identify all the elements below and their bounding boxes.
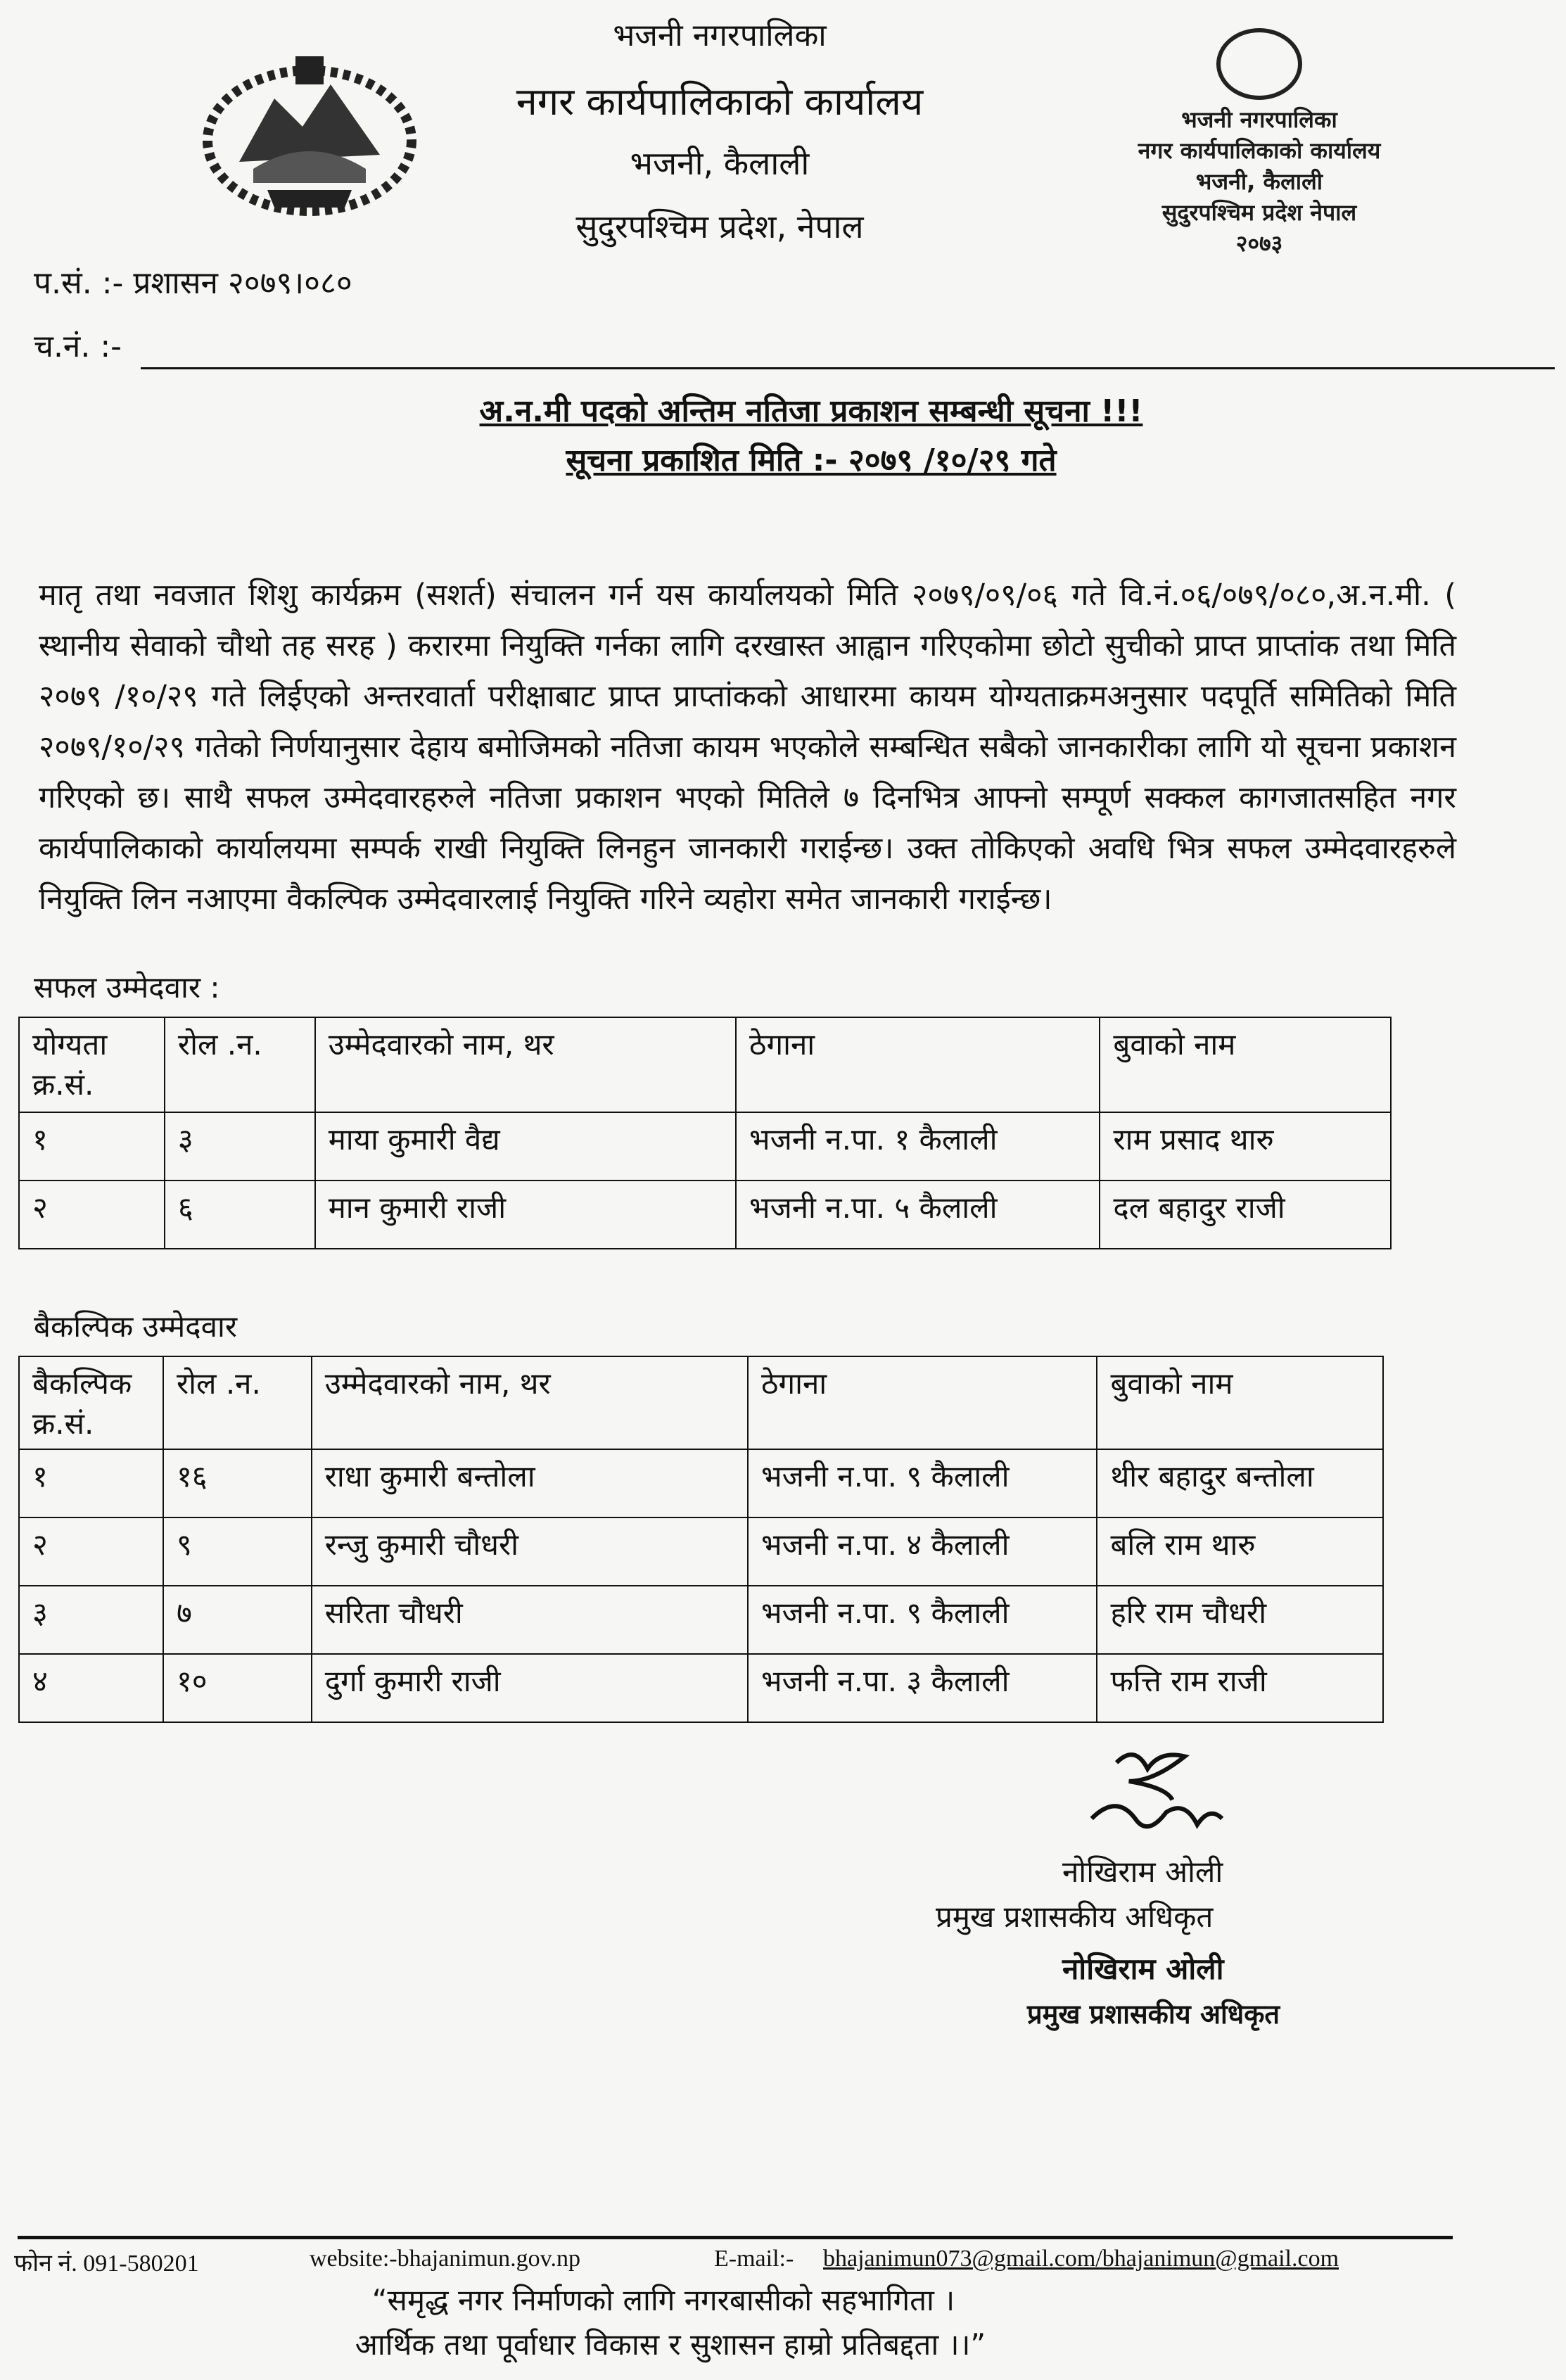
cell: भजनी न.पा. ३ कैलाली (748, 1654, 1097, 1722)
cell: भजनी न.पा. ४ कैलाली (748, 1517, 1097, 1586)
header-cell: बैकल्पिक क्र.सं. (19, 1356, 163, 1449)
footer-website: website:-bhajanimun.gov.np (310, 2246, 580, 2272)
cell: ३ (19, 1586, 163, 1654)
cell: राम प्रसाद थारु (1100, 1112, 1391, 1181)
successful-candidates-label: सफल उम्मेदवार : (34, 970, 220, 1005)
province-name: सुदुरपश्चिम प्रदेश, नेपाल (575, 208, 864, 246)
header-cell: रोल .न. (163, 1356, 312, 1449)
header-cell: उम्मेदवारको नाम, थर (315, 1017, 736, 1112)
header-cell: उम्मेदवारको नाम, थर (312, 1356, 748, 1449)
cell: ९ (163, 1517, 312, 1586)
cell: १ (19, 1449, 163, 1517)
stamp-line: सुदुरपश्चिम प्रदेश नेपाल (1161, 199, 1357, 226)
header-cell: योग्यता क्र.सं. (19, 1017, 165, 1112)
stamp-line: भजनी, कैलाली (1195, 168, 1323, 195)
header-divider (141, 367, 1555, 369)
footer-phone: फोन नं. 091-580201 (14, 2251, 199, 2277)
cell: दल बहादुर राजी (1100, 1181, 1391, 1249)
cell: २ (19, 1181, 165, 1249)
cell: ६ (165, 1181, 315, 1249)
stamp-emblem-icon (1216, 28, 1302, 100)
cell: १० (163, 1654, 312, 1722)
cell: भजनी न.पा. ९ कैलाली (748, 1586, 1097, 1654)
cell: १६ (163, 1449, 312, 1517)
table-header-row (19, 1017, 1391, 1112)
cell: मान कुमारी राजी (315, 1181, 736, 1249)
signatory-name: नोखिराम ओली (1062, 1854, 1223, 1889)
signatory-stamp-designation: प्रमुख प्रशासकीय अधिकृत (1027, 1999, 1280, 2030)
motto-line-1: “समृद्ध नगर निर्माणको लागि नगरबासीको सहभागिता । (371, 2283, 955, 2317)
header-cell: ठेगाना (748, 1356, 1097, 1449)
table-header-row (19, 1356, 1383, 1449)
motto-line-2: आर्थिक तथा पूर्वाधार विकास र सुशासन हाम्रो प्रतिबद्दता ।।” (355, 2327, 986, 2362)
cell: दुर्गा कुमारी राजी (312, 1654, 748, 1722)
handwritten-signature (1069, 1744, 1238, 1850)
table-row (19, 1112, 1391, 1181)
cell: हरि राम चौधरी (1097, 1586, 1383, 1654)
cell: सरिता चौधरी (312, 1586, 748, 1654)
stamp-year: २०७३ (1235, 230, 1283, 257)
cell: रन्जु कुमारी चौधरी (312, 1517, 748, 1586)
office-stamp (1097, 28, 1421, 259)
table-row (19, 1517, 1383, 1586)
notice-content (18, 570, 1456, 2037)
table-row (19, 1654, 1383, 1722)
signatory-stamp-name: नोखिराम ओली (1062, 1952, 1224, 1986)
table-row (19, 1449, 1383, 1517)
notice-title: अ.न.मी पदको अन्तिम नतिजा प्रकाशन सम्बन्धी सूचना !!! (479, 393, 1143, 429)
cell: भजनी न.पा. ५ कैलाली (736, 1181, 1100, 1249)
cell: बलि राम थारु (1097, 1517, 1383, 1586)
signature-block (936, 1744, 1428, 2037)
successful-candidates-table (18, 1017, 1392, 1249)
header-cell: रोल .न. (165, 1017, 315, 1112)
signatory-designation: प्रमुख प्रशासकीय अधिकृत (936, 1899, 1214, 1934)
cell: भजनी न.पा. ९ कैलाली (748, 1449, 1097, 1517)
header-cell: ठेगाना (736, 1017, 1100, 1112)
cell: भजनी न.पा. १ कैलाली (736, 1112, 1100, 1181)
table-row (19, 1181, 1391, 1249)
stamp-line: नगर कार्यपालिकाको कार्यालय (1138, 137, 1381, 164)
municipality-name: भजनी नगरपालिका (613, 18, 827, 53)
letter-number: प.सं. :- प्रशासन २०७९।०८० (34, 265, 352, 301)
cell: माया कुमारी वैद्य (315, 1112, 736, 1181)
alternate-candidates-table (18, 1356, 1384, 1723)
footer-email-label: E-mail:- (714, 2246, 794, 2272)
alternate-candidates-label: बैकल्पिक उम्मेदवार (34, 1309, 237, 1344)
cell: ४ (19, 1654, 163, 1722)
footer-email-link[interactable]: bhajanimun073@gmail.com/bhajanimun@gmail.com (823, 2246, 1339, 2272)
header-cell: बुवाको नाम (1097, 1356, 1383, 1449)
cell: फत्ति राम राजी (1097, 1654, 1383, 1722)
notice-published-date: सूचना प्रकाशित मिति :- २०७९ /१०/२९ गते (566, 443, 1057, 478)
cell: १ (19, 1112, 165, 1181)
cell: राधा कुमारी बन्तोला (312, 1449, 748, 1517)
cell: ३ (165, 1112, 315, 1181)
notice-body: मातृ तथा नवजात शिशु कार्यक्रम (सशर्त) संचालन गर्न यस कार्यालयको मिति २०७९/०९/०६ गते वि.नं.०६/०७९/०८०,अ.न.मी. ( स्थानीय सेवाको चौथो तह सरह ) करारमा नियुक्ति गर्नका लागि दरखास्त आह्वान गरिएकोमा छोटो सुचीको प्राप्त प्राप्तांक तथा मिति २०७९ /१०/२९ गते लिईएको अन्तरवार्ता परीक्षाबाट प्राप्त प्राप्तांकको आधारमा कायम योग्यताक्रमअनुसार पदपूर्ति समितिको मिति २०७९/१०/२९ गतेको निर्णयानुसार देहाय बमोजिमको नतिजा कायम भएकोले सम्बन्धित सबैको जानकारीका लागि यो सूचना प्रकाशन गरिएको छ। साथै सफल उम्मेदवारहरुले नतिजा प्रकाशन भएको मितिले ७ दिनभित्र आफ्नो सम्पूर्ण सक्कल कागजातसहित नगर कार्यपालिकाको कार्यालयमा सम्पर्क राखी नियुक्ति लिनहुन जानकारी गराईन्छ। उक्त तोकिएको अवधि भित्र सफल उम्मेदवारहरुले नियुक्ति लिन नआएमा वैकल्पिक उम्मेदवारलाई नियुक्ति गरिने व्यहोरा समेत जानकारी गराईन्छ। (39, 578, 1456, 917)
cell: २ (19, 1517, 163, 1586)
header-cell: बुवाको नाम (1100, 1017, 1391, 1112)
office-location: भजनी, कैलाली (630, 144, 810, 182)
cell: थीर बहादुर बन्तोला (1097, 1449, 1383, 1517)
dispatch-number: च.नं. :- (34, 329, 122, 364)
table-row (19, 1586, 1383, 1654)
cell: ७ (163, 1586, 312, 1654)
footer-divider (18, 2236, 1453, 2239)
office-name: नगर कार्यपालिकाको कार्यालय (516, 79, 924, 124)
stamp-line: भजनी नगरपालिका (1181, 106, 1337, 133)
